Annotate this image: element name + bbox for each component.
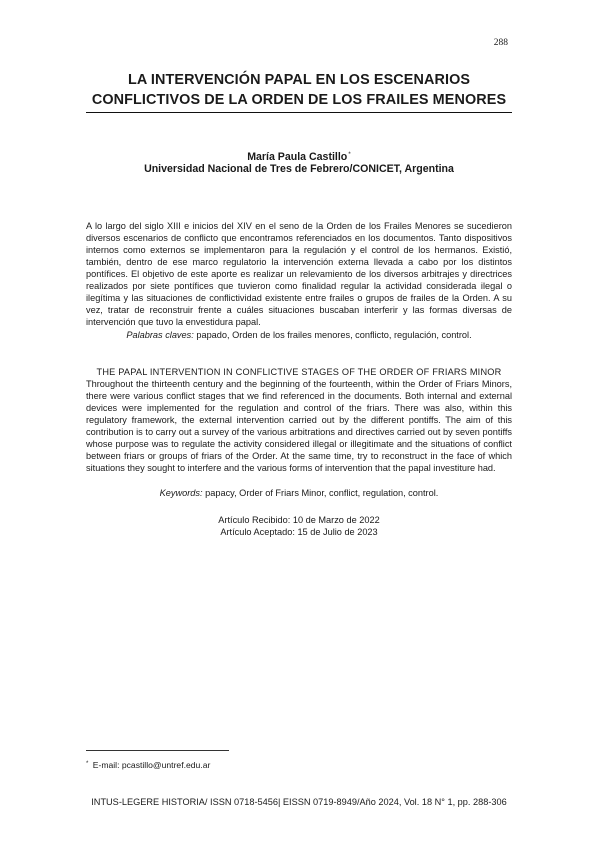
english-title: THE PAPAL INTERVENTION IN CONFLICTIVE STAGES OF THE ORDER OF FRIARS MINOR: [96, 367, 502, 377]
article-title-line-2: CONFLICTIVOS DE LA ORDEN DE LOS FRAILES MENORES: [91, 92, 507, 108]
article-title: [86, 70, 512, 110]
footnote-email: [86, 758, 512, 771]
keywords-spanish-text: papado, Orden de los frailes menores, conflicto, regulación, control.: [193, 330, 472, 340]
date-received: Artículo Recibido: 10 de Marzo de 2022: [218, 515, 380, 525]
footnote-mark: *: [86, 761, 89, 767]
abstract-english: Throughout the thirteenth century and the beginning of the fourteenth, within the Order of Friars Minors, there were various conflict stages that we find referenced in the documents. Both internal and external devices were implemented for the regulation and control of the friars. There was also, within this regulatory framework, the external intervention carried out by the different pontiffs. The aim of this contribution is to carry out a survey of the various arbitrations and directives carried out by seven pontiffs whose purpose was to regulate the activity considered illegal or illegitimate and the situations of conflict between friars or groups of friars of the Order. At the same time, try to reconstruct in the face of which situations they sought to interfere and the various forms of intervention that the papal investiture had.: [86, 379, 512, 473]
title-underline-rule: [86, 112, 512, 113]
abstract-spanish: A lo largo del siglo XIII e inicios del XIV en el seno de la Orden de los Frailes Menores se sucedieron diversos escenarios de conflicto que encontramos referenciados en los documentos. Tanto dispositivos internos como externos se implementaron para la regulación y el control de los hermanos. Existió, también, dentro de ese marco regulatorio la intervención externa llevada a cabo por los distintos pontífices. El objetivo de este aporte es realizar un relevamiento de los diversos arbitrajes y directrices realizados por siete pontífices que tuvieron como finalidad regular la actividad considerada ilegal o ilegítima y las situaciones de conflictividad existente entre frailes o grupos de frailes de la Orden. A su vez, tratar de reconstruir frente a cuáles situaciones buscaban interferir y las formas diversas de intervención que tuvo la envestidura papal.: [86, 221, 512, 327]
author-footnote-mark[interactable]: *: [348, 151, 351, 158]
keywords-english-label: Keywords:: [159, 488, 203, 498]
keywords-english-text: papacy, Order of Friars Minor, conflict, regulation, control.: [202, 488, 439, 498]
author-affiliation: Universidad Nacional de Tres de Febrero/CONICET, Argentina: [144, 163, 454, 175]
keywords-english: [86, 487, 512, 499]
footnote-separator: [86, 750, 229, 751]
keywords-spanish-label: Palabras claves:: [126, 330, 194, 340]
journal-footer: INTUS-LEGERE HISTORIA/ ISSN 0718-5456| EISSN 0719-8949/Año 2024, Vol. 18 N° 1, pp. 288-306: [91, 797, 507, 807]
date-accepted: Artículo Aceptado: 15 de Julio de 2023: [220, 527, 378, 537]
keywords-spanish: [86, 329, 512, 341]
article-title-line-1: LA INTERVENCIÓN PAPAL EN LOS ESCENARIOS: [127, 72, 471, 88]
page-number: 288: [493, 38, 508, 48]
footnote-text[interactable]: E-mail: pcastillo@untref.edu.ar: [90, 760, 211, 770]
author-name: María Paula Castillo: [247, 151, 348, 163]
article-dates: [86, 514, 512, 538]
